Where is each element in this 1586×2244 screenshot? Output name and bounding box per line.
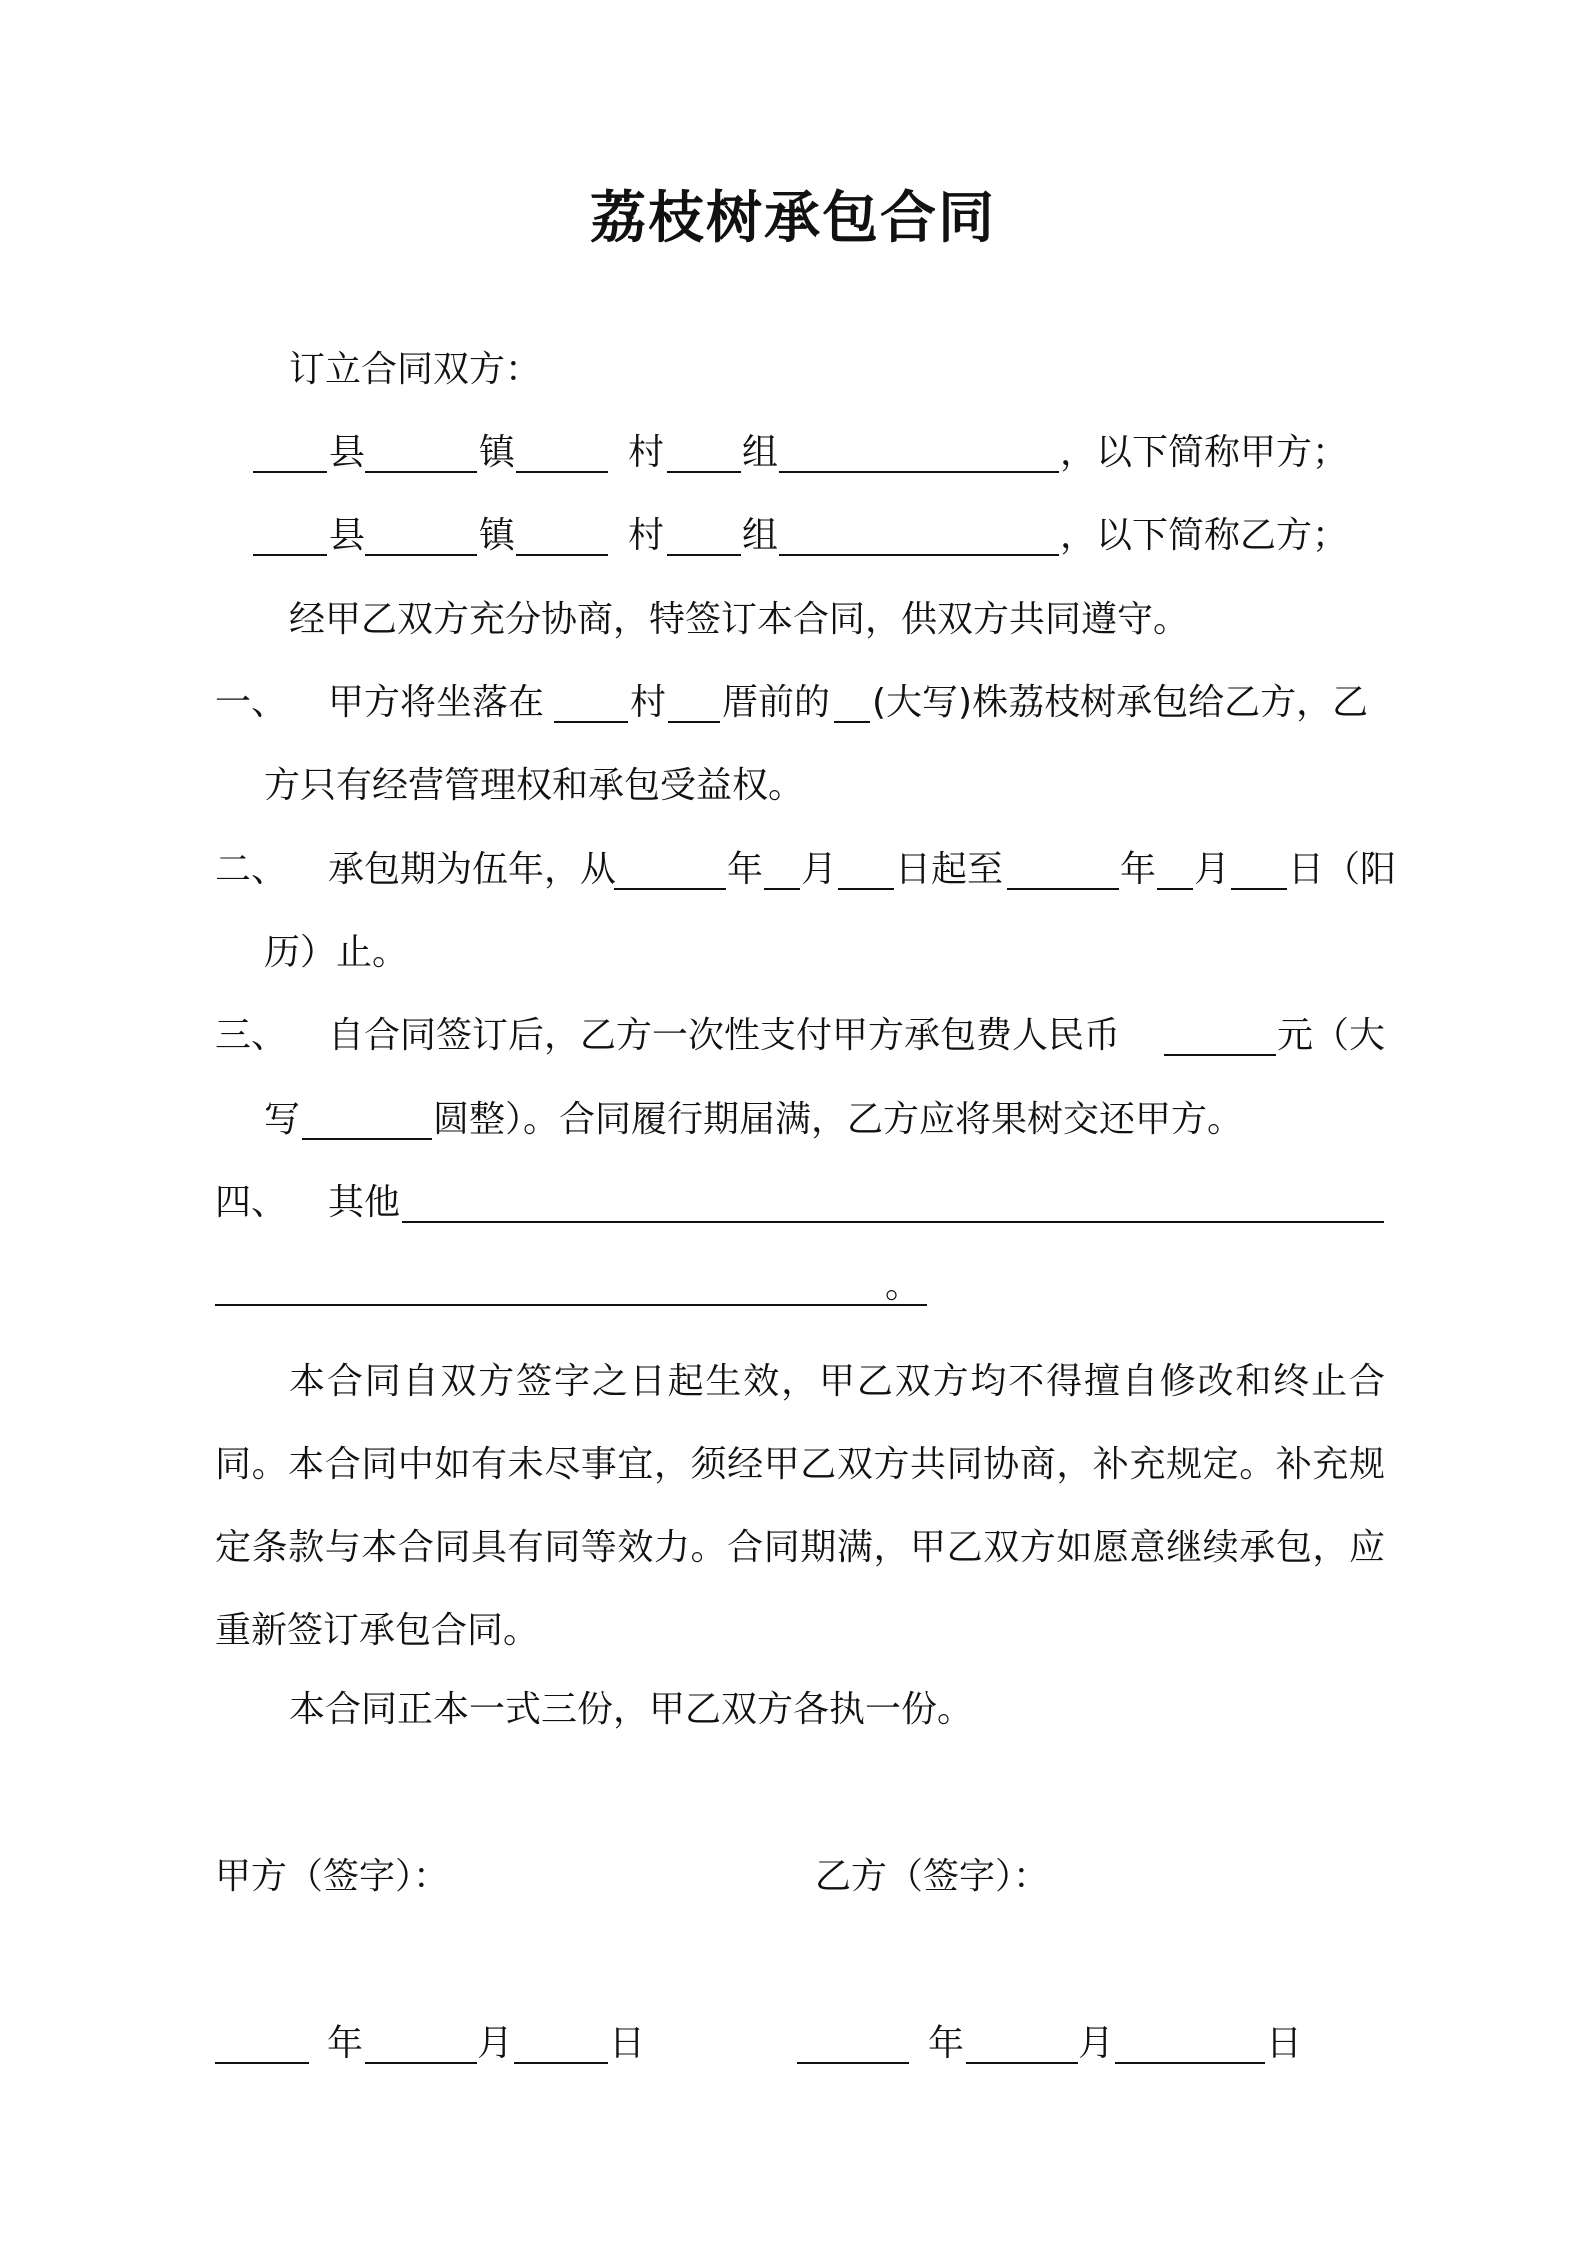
party-b-month-blank[interactable] bbox=[966, 2062, 1078, 2064]
town-label: 镇 bbox=[479, 515, 516, 556]
clause-2-number: 二、 bbox=[215, 849, 288, 890]
end-month-label: 月 bbox=[1194, 849, 1231, 890]
group-label: 组 bbox=[742, 432, 779, 473]
party-a-year-label: 年 bbox=[327, 2023, 364, 2064]
copies-text: 本合同正本一式三份，甲乙双方各执一份。 bbox=[289, 1689, 974, 1730]
party-a-year-blank[interactable] bbox=[215, 2062, 309, 2064]
clause-4-text-a: 其他 bbox=[328, 1182, 401, 1223]
clause-2-line-1 bbox=[0, 840, 1586, 900]
party-b-signature-label: 乙方（签字）： bbox=[815, 1856, 1050, 1897]
clause-4-end: 。 bbox=[885, 1265, 922, 1306]
party-a-day-blank[interactable] bbox=[514, 2062, 608, 2064]
end-year-blank[interactable] bbox=[1007, 888, 1119, 890]
group-blank[interactable] bbox=[667, 554, 741, 556]
party-a-month-blank[interactable] bbox=[365, 2062, 477, 2064]
start-year-blank[interactable] bbox=[614, 888, 726, 890]
clause-1-text-d: 方只有经营管理权和承包受益权。 bbox=[264, 765, 805, 806]
clause-1-village-blank[interactable] bbox=[554, 721, 628, 723]
clause-3-number: 三、 bbox=[215, 1015, 288, 1056]
county-label: 县 bbox=[329, 432, 366, 473]
clause-1-village-label: 村 bbox=[630, 682, 667, 723]
clause-3-line-2 bbox=[0, 1090, 1586, 1150]
start-month-label: 月 bbox=[801, 849, 838, 890]
party-b-year-blank[interactable] bbox=[797, 2062, 909, 2064]
party-a-day-label: 日 bbox=[609, 2023, 646, 2064]
county-blank[interactable] bbox=[253, 554, 327, 556]
clause-1-count-blank[interactable] bbox=[834, 721, 870, 723]
parties-label-text: 订立合同双方： bbox=[289, 349, 542, 390]
clause-2-text-b: 日起至 bbox=[895, 849, 1004, 890]
party-a-signature-label: 甲方（签字）： bbox=[215, 1856, 450, 1897]
party-b-suffix: ，以下简称乙方； bbox=[1060, 515, 1349, 556]
village-blank[interactable] bbox=[516, 554, 608, 556]
start-day-blank[interactable] bbox=[838, 888, 894, 890]
other-terms-blank-2[interactable] bbox=[215, 1304, 927, 1306]
group-label: 组 bbox=[742, 515, 779, 556]
town-blank[interactable] bbox=[365, 554, 477, 556]
village-label: 村 bbox=[628, 432, 665, 473]
village-blank[interactable] bbox=[516, 471, 608, 473]
party-a-name-blank[interactable] bbox=[779, 471, 1059, 473]
start-year-label: 年 bbox=[727, 849, 764, 890]
clause-3-line-1 bbox=[0, 1006, 1586, 1066]
document-title: 荔枝树承包合同 bbox=[590, 186, 996, 251]
clause-1-place-blank[interactable] bbox=[668, 721, 720, 723]
other-terms-blank[interactable] bbox=[402, 1221, 1384, 1223]
clause-1-text-a: 甲方将坐落在 bbox=[328, 682, 545, 723]
party-b-month-label: 月 bbox=[1078, 2023, 1115, 2064]
party-b-name-blank[interactable] bbox=[779, 554, 1059, 556]
party-b-year-label: 年 bbox=[928, 2023, 965, 2064]
party-a-suffix: ，以下简称甲方； bbox=[1060, 432, 1349, 473]
party-b-day-blank[interactable] bbox=[1115, 2062, 1265, 2064]
town-label: 镇 bbox=[479, 432, 516, 473]
group-blank[interactable] bbox=[667, 471, 741, 473]
county-label: 县 bbox=[329, 515, 366, 556]
clause-3-text-c: 写 bbox=[264, 1099, 301, 1140]
signature-date-row bbox=[0, 2014, 1586, 2074]
clause-1-number: 一、 bbox=[215, 682, 288, 723]
party-a-address-line bbox=[0, 423, 1586, 483]
clause-4-line-2 bbox=[0, 1256, 1586, 1316]
clause-1-line-1 bbox=[0, 673, 1586, 733]
agreement-text: 经甲乙双方充分协商，特签订本合同，供双方共同遵守。 bbox=[289, 599, 1190, 640]
village-label: 村 bbox=[628, 515, 665, 556]
validity-paragraph: 本合同自双方签字之日起生效，甲乙双方均不得擅自修改和终止合同。本合同中如有未尽事宜，须经甲乙双方共同协商，补充规定。补充规定条款与本合同具有同等效力。合同期满，甲乙双方如愿意继续承包，应重新签订承包合同。 bbox=[215, 1361, 1385, 1651]
clause-3-text-b: 元（大 bbox=[1277, 1015, 1386, 1056]
town-blank[interactable] bbox=[365, 471, 477, 473]
party-a-month-label: 月 bbox=[477, 2023, 514, 2064]
clause-3-text-d: 圆整）。合同履行期届满，乙方应将果树交还甲方。 bbox=[433, 1099, 1244, 1140]
clause-4-line-1 bbox=[0, 1173, 1586, 1233]
end-day-blank[interactable] bbox=[1231, 888, 1287, 890]
clause-2-text-d: 历）止。 bbox=[264, 932, 409, 973]
party-b-day-label: 日 bbox=[1266, 2023, 1303, 2064]
clause-1-text-b: 厝前的 bbox=[722, 682, 831, 723]
party-b-address-line bbox=[0, 506, 1586, 566]
fee-uppercase-blank[interactable] bbox=[302, 1138, 432, 1140]
fee-amount-blank[interactable] bbox=[1164, 1054, 1276, 1056]
clause-2-text-a: 承包期为伍年，从 bbox=[328, 849, 617, 890]
clause-1-text-c: (大写)株荔枝树承包给乙方，乙 bbox=[872, 682, 1369, 723]
start-month-blank[interactable] bbox=[764, 888, 800, 890]
clause-3-text-a: 自合同签订后，乙方一次性支付甲方承包费人民币 bbox=[328, 1015, 1121, 1056]
end-year-label: 年 bbox=[1120, 849, 1157, 890]
clause-2-text-c: 日（阳 bbox=[1288, 849, 1397, 890]
county-blank[interactable] bbox=[253, 471, 327, 473]
end-month-blank[interactable] bbox=[1157, 888, 1193, 890]
clause-4-number: 四、 bbox=[215, 1182, 288, 1223]
